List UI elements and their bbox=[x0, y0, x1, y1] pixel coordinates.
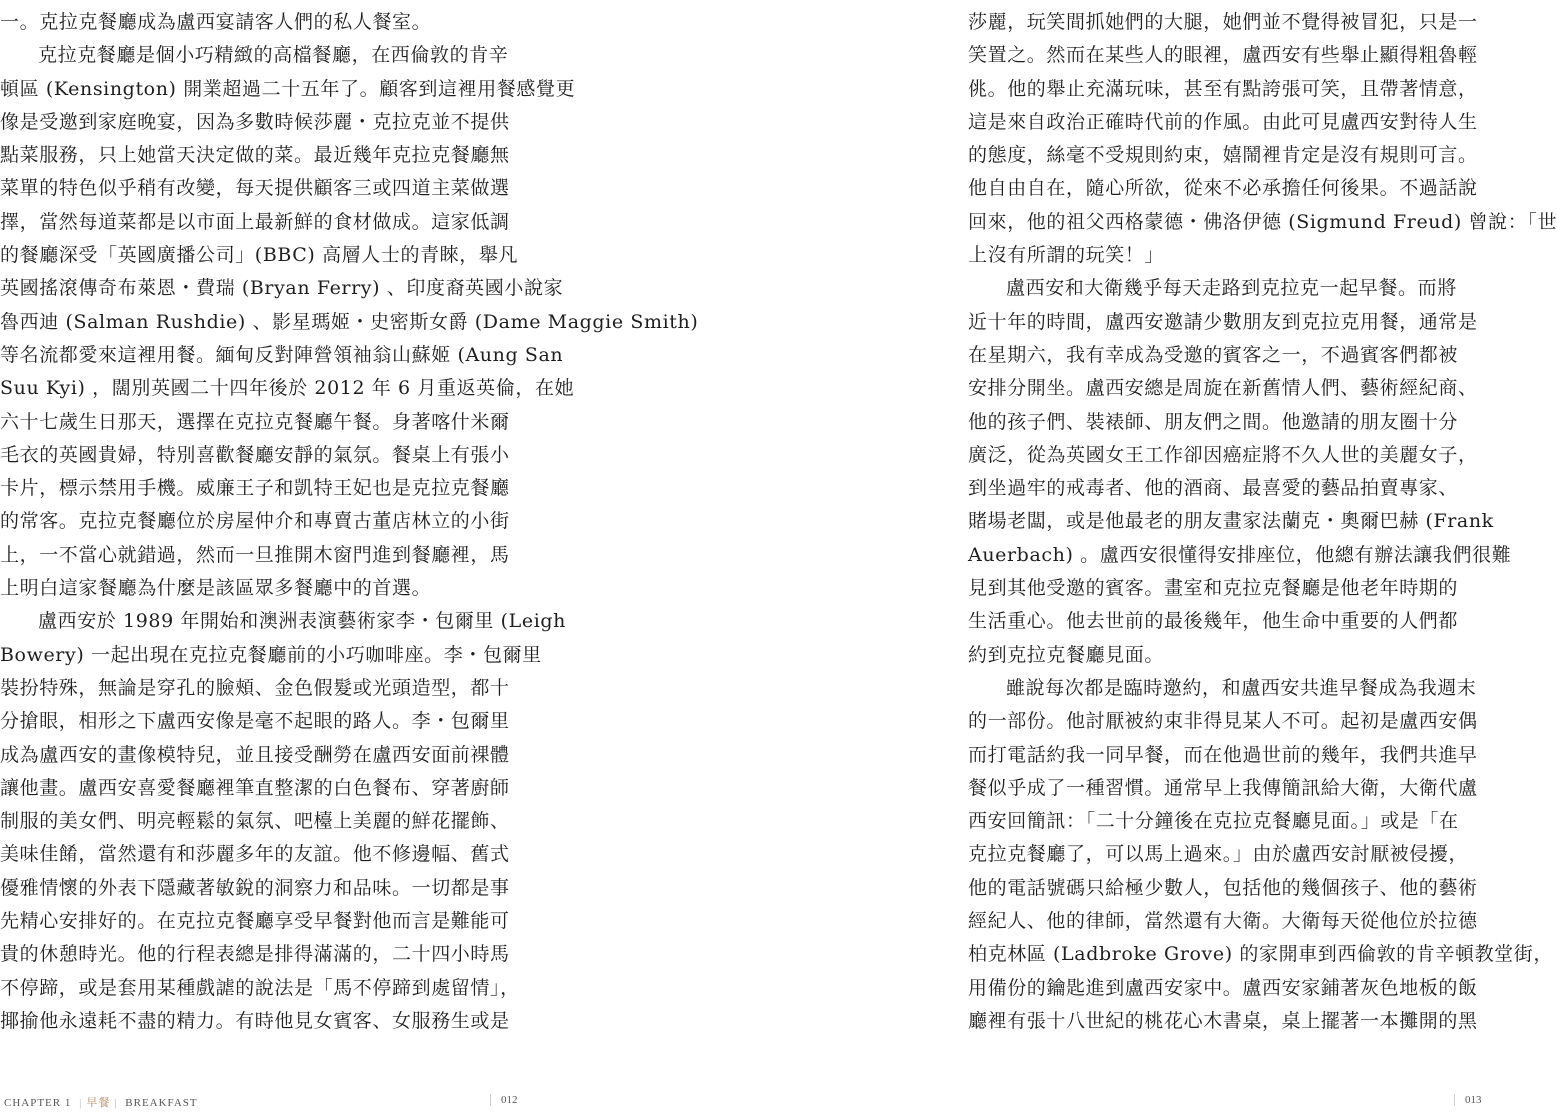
text-line: 廳裡有張十八世紀的桃花心木書桌，桌上擺著一本攤開的黑 bbox=[968, 1009, 1478, 1032]
page-number-left: 012 bbox=[490, 1094, 518, 1106]
text-line: 安排分開坐。盧西安總是周旋在新舊情人們、藝術經紀商、 bbox=[968, 377, 1478, 400]
text-line: 的一部份。他討厭被約束非得見某人不可。起初是盧西安偶 bbox=[968, 710, 1478, 733]
text-line: 擇，當然每道菜都是以市面上最新鮮的食材做成。這家低調 bbox=[0, 210, 510, 233]
text-line: 先精心安排好的。在克拉克餐廳享受早餐對他而言是難能可 bbox=[0, 910, 510, 933]
footer-separator: | bbox=[79, 1097, 83, 1109]
text-line: 英國搖滾傳奇布萊恩・費瑞 (Bryan Ferry) 、印度裔英國小說家 bbox=[0, 277, 564, 300]
text-line: 貴的休憩時光。他的行程表總是排得滿滿的，二十四小時馬 bbox=[0, 943, 510, 966]
text-line: 的態度，絲毫不受規則約束，嬉鬧裡肯定是沒有規則可言。 bbox=[968, 144, 1478, 167]
text-line: 制服的美女們、明亮輕鬆的氣氛、吧檯上美麗的鮮花擺飾、 bbox=[0, 810, 510, 833]
text-line: Auerbach) 。盧西安很懂得安排座位，他總有辦法讓我們很難 bbox=[968, 543, 1512, 566]
text-line: 讓他畫。盧西安喜愛餐廳裡筆直整潔的白色餐布、穿著廚師 bbox=[0, 776, 510, 799]
text-line: 他的孩子們、裝裱師、朋友們之間。他邀請的朋友圈十分 bbox=[968, 410, 1459, 433]
section-title-en: BREAKFAST bbox=[125, 1097, 198, 1109]
text-line: 這是來自政治正確時代前的作風。由此可見盧西安對待人生 bbox=[968, 110, 1478, 133]
text-line: 卡片，標示禁用手機。威廉王子和凱特王妃也是克拉克餐廳 bbox=[0, 477, 510, 500]
text-line: Bowery) 一起出現在克拉克餐廳前的小巧咖啡座。李・包爾里 bbox=[0, 643, 542, 666]
text-line: 他自由自在，隨心所欲，從來不必承擔任何後果。不過話說 bbox=[968, 177, 1478, 200]
text-line: 揶揄他永遠耗不盡的精力。有時他見女賓客、女服務生或是 bbox=[0, 1009, 510, 1032]
right-page bbox=[750, 0, 1557, 1114]
text-line: 回來，他的祖父西格蒙德・佛洛伊德 (Sigmund Freud) 曾說：「世 bbox=[968, 210, 1557, 233]
text-line: 盧西安和大衛幾乎每天走路到克拉克一起早餐。而將 bbox=[1006, 277, 1457, 300]
text-line: 在星期六，我有幸成為受邀的賓客之一，不過賓客們都被 bbox=[968, 343, 1459, 366]
text-line: 上沒有所謂的玩笑！」 bbox=[968, 244, 1165, 267]
text-line: 毛衣的英國貴婦，特別喜歡餐廳安靜的氣氛。餐桌上有張小 bbox=[0, 443, 510, 466]
text-line: 菜單的特色似乎稍有改變，每天提供顧客三或四道主菜做選 bbox=[0, 177, 510, 200]
text-line: 賭場老闆，或是他最老的朋友畫家法蘭克・奧爾巴赫 (Frank bbox=[968, 510, 1494, 533]
text-line: 經紀人、他的律師，當然還有大衛。大衛每天從他位於拉德 bbox=[968, 910, 1478, 933]
text-line: 西安回簡訊：「二十分鐘後在克拉克餐廳見面。」或是「在 bbox=[968, 810, 1459, 833]
chapter-label: CHAPTER 1 bbox=[4, 1097, 72, 1109]
text-line: 成為盧西安的畫像模特兒，並且接受酬勞在盧西安面前裸體 bbox=[0, 743, 510, 766]
left-text-block bbox=[0, 6, 699, 1038]
text-line: 而打電話約我一同早餐，而在他過世前的幾年，我們共進早 bbox=[968, 743, 1478, 766]
text-line: 像是受邀到家庭晚宴，因為多數時候莎麗・克拉克並不提供 bbox=[0, 110, 510, 133]
left-page bbox=[0, 0, 750, 1114]
text-line: 見到其他受邀的賓客。畫室和克拉克餐廳是他老年時期的 bbox=[968, 577, 1459, 600]
text-line: 上，一不當心就錯過，然而一旦推開木窗門進到餐廳裡，馬 bbox=[0, 543, 510, 566]
text-line: 餐似乎成了一種習慣。通常早上我傳簡訊給大衛，大衛代盧 bbox=[968, 776, 1478, 799]
text-line: 六十七歲生日那天，選擇在克拉克餐廳午餐。身著喀什米爾 bbox=[0, 410, 510, 433]
text-line: 生活重心。他去世前的最後幾年，他生命中重要的人們都 bbox=[968, 610, 1459, 633]
text-line: 克拉克餐廳是個小巧精緻的高檔餐廳，在西倫敦的肯辛 bbox=[38, 44, 509, 67]
text-line: 盧西安於 1989 年開始和澳洲表演藝術家李・包爾里 (Leigh bbox=[38, 610, 567, 633]
text-line: 分搶眼，相形之下盧西安像是毫不起眼的路人。李・包爾里 bbox=[0, 710, 510, 733]
text-line: 佻。他的舉止充滿玩味，甚至有點誇張可笑，且帶著情意， bbox=[968, 77, 1478, 100]
text-line: 克拉克餐廳了，可以馬上過來。」由於盧西安討厭被侵擾， bbox=[968, 843, 1469, 866]
text-line: 點菜服務，只上她當天決定做的菜。最近幾年克拉克餐廳無 bbox=[0, 144, 510, 167]
running-footer bbox=[4, 1094, 198, 1110]
text-line: 用備份的鑰匙進到盧西安家中。盧西安家鋪著灰色地板的飯 bbox=[968, 976, 1478, 999]
footer-separator: | bbox=[114, 1097, 118, 1109]
text-line: 莎麗，玩笑間抓她們的大腿，她們並不覺得被冒犯，只是一 bbox=[968, 11, 1478, 33]
text-line: 柏克林區 (Ladbroke Grove) 的家開車到西倫敦的肯辛頓教堂街， bbox=[968, 943, 1553, 966]
text-line: 的常客。克拉克餐廳位於房屋仲介和專賣古董店林立的小街 bbox=[0, 510, 510, 533]
text-line: 約到克拉克餐廳見面。 bbox=[968, 643, 1165, 666]
text-line: 美味佳餚，當然還有和莎麗多年的友誼。他不修邊幅、舊式 bbox=[0, 843, 510, 866]
section-title-zh: 早餐 bbox=[86, 1097, 111, 1109]
text-line: 到坐過牢的戒毒者、他的酒商、最喜愛的藝品拍賣專家、 bbox=[968, 477, 1459, 500]
text-line: 魯西迪 (Salman Rushdie) 、影星瑪姬・史密斯女爵 (Dame Maggie Smith) bbox=[0, 310, 699, 333]
text-line: 一。克拉克餐廳成為盧西宴請客人們的私人餐室。 bbox=[0, 11, 432, 33]
text-line: 不停蹄，或是套用某種戲謔的說法是「馬不停蹄到處留情」， bbox=[0, 976, 520, 999]
right-text-block bbox=[968, 6, 1557, 1038]
text-line: 上明白這家餐廳為什麼是該區眾多餐廳中的首選。 bbox=[0, 577, 432, 600]
text-line: 雖說每次都是臨時邀約，和盧西安共進早餐成為我週末 bbox=[1006, 676, 1477, 699]
text-line: 他的電話號碼只給極少數人，包括他的幾個孩子、他的藝術 bbox=[968, 876, 1478, 899]
text-line: 近十年的時間，盧西安邀請少數朋友到克拉克用餐，通常是 bbox=[968, 310, 1478, 333]
text-line: 優雅情懷的外表下隱藏著敏銳的洞察力和品味。一切都是事 bbox=[0, 876, 510, 899]
text-line: 等名流都愛來這裡用餐。緬甸反對陣營領袖翁山蘇姬 (Aung San bbox=[0, 343, 564, 366]
text-line: Suu Kyi) ，闊別英國二十四年後於 2012 年 6 月重返英倫，在她 bbox=[0, 377, 575, 400]
text-line: 的餐廳深受「英國廣播公司」(BBC) 高層人士的青睞，舉凡 bbox=[0, 244, 519, 267]
page-number-right: 013 bbox=[1454, 1094, 1482, 1106]
text-line: 廣泛，從為英國女王工作卻因癌症將不久人世的美麗女子， bbox=[968, 443, 1478, 466]
text-line: 笑置之。然而在某些人的眼裡，盧西安有些舉止顯得粗魯輕 bbox=[968, 44, 1478, 67]
text-line: 裝扮特殊，無論是穿孔的臉頰、金色假髮或光頭造型，都十 bbox=[0, 676, 510, 699]
text-line: 頓區 (Kensington) 開業超過二十五年了。顧客到這裡用餐感覺更 bbox=[0, 77, 576, 100]
